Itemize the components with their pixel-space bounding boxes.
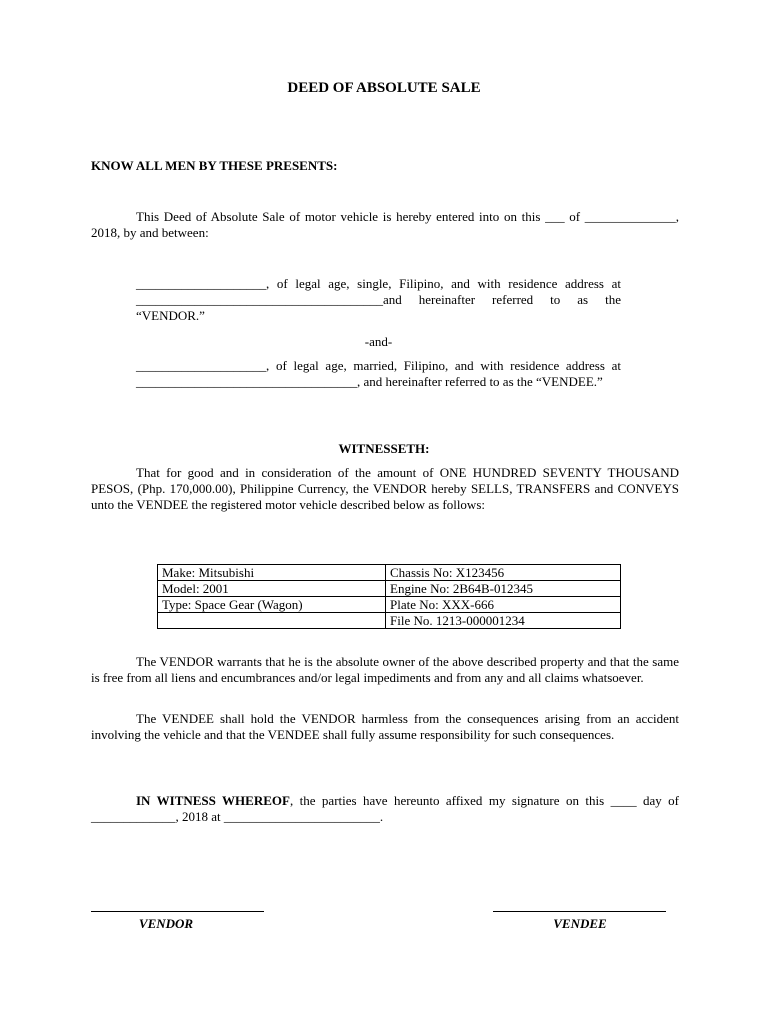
vehicle-details-table: [157, 564, 621, 629]
table-cell: Model: 2001: [158, 581, 386, 597]
vendor-party-paragraph: ____________________, of legal age, single, Filipino, and with residence address at ______________________________________and hereinafter referred to as the “VENDOR.”: [136, 276, 621, 323]
table-row: [158, 597, 621, 613]
table-row: [158, 565, 621, 581]
witness-whereof-lead: IN WITNESS WHEREOF: [136, 793, 290, 808]
vendee-signature-label: VENDEE: [553, 916, 607, 931]
vendee-signature-line: [493, 911, 666, 912]
table-row: [158, 581, 621, 597]
harmless-paragraph: The VENDEE shall hold the VENDOR harmless from the consequences arising from an accident involving the vehicle and that the VENDEE shall fully assume responsibility for such consequences.: [91, 711, 679, 742]
table-row: [158, 613, 621, 629]
table-cell: Engine No: 2B64B-012345: [386, 581, 621, 597]
table-cell: Type: Space Gear (Wagon): [158, 597, 386, 613]
consideration-paragraph: That for good and in consideration of the amount of ONE HUNDRED SEVENTY THOUSAND PESOS, (Php. 170,000.00), Philippine Currency, the VENDOR hereby SELLS, TRANSFERS and CONVEYS unto the VENDEE the registered motor vehicle described below as follows:: [91, 465, 679, 512]
witness-whereof-paragraph: [91, 793, 679, 825]
table-cell: Make: Mitsubishi: [158, 565, 386, 581]
vendee-party-paragraph: ____________________, of legal age, married, Filipino, and with residence address at __________________________________, and hereinafter referred to as the “VENDEE.”: [136, 358, 621, 389]
witness-whereof-text: , the parties have hereunto affixed my signature on this ____ day of _____________, 2018 at ________________________.: [91, 793, 680, 824]
know-all-heading: KNOW ALL MEN BY THESE PRESENTS:: [91, 158, 338, 173]
intro-paragraph: This Deed of Absolute Sale of motor vehicle is hereby entered into on this ___ of ______________, 2018, by and between:: [91, 209, 679, 240]
witnesseth-heading: WITNESSETH:: [338, 441, 430, 456]
vendor-signature-label: VENDOR: [138, 916, 194, 931]
table-cell: Chassis No: X123456: [386, 565, 621, 581]
vendor-signature-line: [91, 911, 264, 912]
and-separator: -and-: [364, 334, 393, 349]
table-cell: Plate No: XXX-666: [386, 597, 621, 613]
table-cell: File No. 1213-000001234: [386, 613, 621, 629]
document-title: DEED OF ABSOLUTE SALE: [287, 80, 481, 96]
warranty-paragraph: The VENDOR warrants that he is the absolute owner of the above described property and that the same is free from all liens and encumbrances and/or legal impediments and from any and all claims whatsoever.: [91, 654, 679, 685]
table-cell: [158, 613, 386, 629]
